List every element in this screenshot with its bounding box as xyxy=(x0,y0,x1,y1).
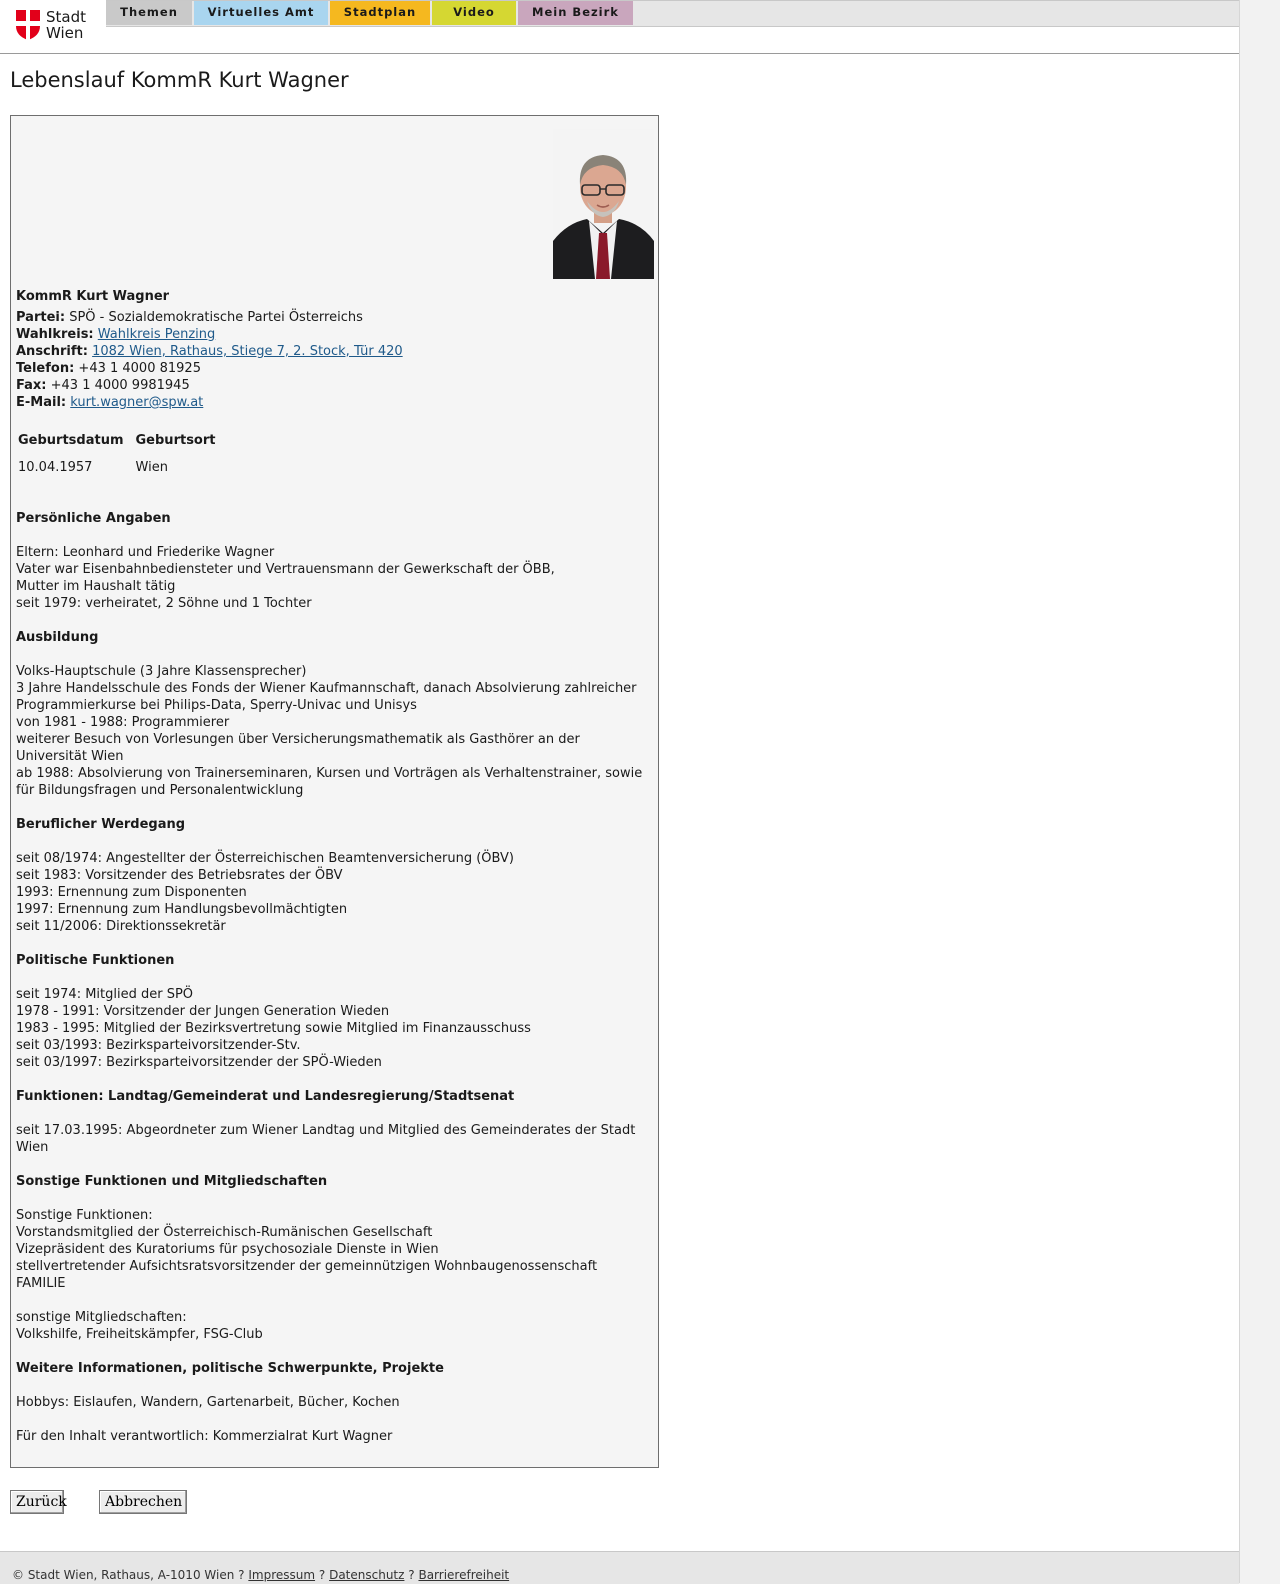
footer-copyright: © Stadt Wien, Rathaus, A-1010 Wien xyxy=(12,1568,235,1582)
stadt-wien-logo[interactable] xyxy=(14,8,104,44)
section-body-politische-funktionen: seit 1974: Mitglied der SPÖ 1978 - 1991: Vorsitzender der Jungen Generation Wieden 1983 - 1995: Mitglied der Bezirksvertretung sowie Mitglied im Finanzausschuss seit 03/1993: Bezirksparteivorsitzender-Stv. seit 03/1997: Bezirksparteivorsitzender der SPÖ-Wieden xyxy=(16,987,531,1070)
section-heading-sonstige-funktionen: Sonstige Funktionen und Mitgliedschaften xyxy=(16,1174,328,1189)
profile-name: KommR Kurt Wagner xyxy=(16,289,170,304)
nav-tab-virtuelles-amt[interactable]: Virtuelles Amt xyxy=(194,1,328,25)
email-label: E-Mail: xyxy=(16,395,67,410)
telefon-value: +43 1 4000 81925 xyxy=(78,361,201,376)
fax-label: Fax: xyxy=(16,378,47,393)
fax-row xyxy=(16,377,646,394)
section-heading-beruflicher-werdegang: Beruflicher Werdegang xyxy=(16,817,186,832)
nav-tab-video[interactable]: Video xyxy=(432,1,516,25)
footer-separator: ? xyxy=(318,1568,326,1582)
wahlkreis-row xyxy=(16,326,646,343)
anschrift-link[interactable]: 1082 Wien, Rathaus, Stiege 7, 2. Stock, Tür 420 xyxy=(92,344,403,359)
section-body-beruflicher-werdegang: seit 08/1974: Angestellter der Österreichischen Beamtenversicherung (ÖBV) seit 1983: Vorsitzender des Betriebsrates der ÖBV 1993: Ernennung zum Disponenten 1997: Ernennung zum Handlungsbevollmächtigten seit 11/2006: Direktionssekretär xyxy=(16,851,514,934)
birth-place-header: Geburtsort xyxy=(135,433,216,448)
section-body-ausbildung: Volks-Hauptschule (3 Jahre Klassensprecher) 3 Jahre Handelsschule des Fonds der Wiener Kaufmannschaft, danach Absolvierung zahlreicher Programmierkurse bei Philips-Data, Sperry-Univac und Unisys von 1981 - 1988: Programmierer weiterer Besuch von Vorlesungen über Versicherungsmathematik als Gasthörer an der Universität Wien ab 1988: Absolvierung von Trainerseminaren, Kursen und Vorträgen als Verhaltenstrainer, sowie für Bildungsfragen und Personalentwicklung xyxy=(16,664,643,798)
telefon-row xyxy=(16,360,646,377)
anschrift-label: Anschrift: xyxy=(16,344,88,359)
barrierefreiheit-link[interactable]: Barrierefreiheit xyxy=(418,1568,510,1582)
profile-box xyxy=(10,115,659,1468)
contact-block xyxy=(16,288,646,411)
logo-text-wien: Wien xyxy=(46,24,84,42)
birth-date-value: 10.04.1957 xyxy=(18,460,93,475)
anschrift-row xyxy=(16,343,646,360)
fax-value: +43 1 4000 9981945 xyxy=(50,378,190,393)
email-row xyxy=(16,394,646,411)
email-link[interactable]: kurt.wagner@spw.at xyxy=(70,395,204,410)
cancel-button[interactable]: Abbrechen xyxy=(99,1490,187,1514)
nav-tab-mein-bezirk[interactable]: Mein Bezirk xyxy=(518,1,633,25)
partei-value: SPÖ - Sozialdemokratische Partei Österreichs xyxy=(69,310,363,325)
site-footer xyxy=(0,1551,1239,1584)
page-title: Lebenslauf KommR Kurt Wagner xyxy=(10,68,349,92)
birth-date-header: Geburtsdatum xyxy=(18,433,124,448)
section-body-landtag-gemeinderat: seit 17.03.1995: Abgeordneter zum Wiener Landtag und Mitglied des Gemeinderates der Stadt Wien xyxy=(16,1123,636,1155)
footer-separator: ? xyxy=(408,1568,415,1582)
site-header xyxy=(0,0,1239,54)
wahlkreis-label: Wahlkreis: xyxy=(16,327,94,342)
nav-tab-themen[interactable]: Themen xyxy=(106,1,192,25)
telefon-label: Telefon: xyxy=(16,361,75,376)
section-heading-weitere-informationen: Weitere Informationen, politische Schwerpunkte, Projekte xyxy=(16,1361,444,1376)
section-heading-persoenliche-angaben: Persönliche Angaben xyxy=(16,511,171,526)
section-body-persoenliche-angaben: Eltern: Leonhard und Friederike Wagner Vater war Eisenbahnbediensteter und Vertrauensmann der Gewerkschaft der ÖBB, Mutter im Haushalt tätig seit 1979: verheiratet, 2 Söhne und 1 Tochter xyxy=(16,545,555,611)
wien-shield-icon xyxy=(16,10,40,40)
section-heading-politische-funktionen: Politische Funktionen xyxy=(16,953,175,968)
footer-text xyxy=(12,1568,509,1582)
section-body-weitere-informationen: Hobbys: Eislaufen, Wandern, Gartenarbeit, Bücher, Kochen Für den Inhalt verantwortlich: Kommerzialrat Kurt Wagner xyxy=(16,1395,400,1444)
birth-table xyxy=(16,431,225,477)
section-heading-ausbildung: Ausbildung xyxy=(16,630,99,645)
section-heading-landtag-gemeinderat: Funktionen: Landtag/Gemeinderat und Landesregierung/Stadtsenat xyxy=(16,1089,515,1104)
biography xyxy=(16,510,650,1462)
datenschutz-link[interactable]: Datenschutz xyxy=(329,1568,405,1582)
back-button[interactable]: Zurück xyxy=(10,1490,64,1514)
birth-place-value: Wien xyxy=(135,460,168,475)
section-body-sonstige-funktionen: Sonstige Funktionen: Vorstandsmitglied der Österreichisch-Rumänischen Gesellschaft Vizepräsident des Kuratoriums für psychosoziale Dienste in Wien stellvertretender Aufsichtsratsvorsitzender der gemeinnützigen Wohnbaugenossenschaft FAMILIE sonstige Mitgliedschaften: Volkshilfe, Freiheitskämpfer, FSG-Club xyxy=(16,1208,598,1342)
nav-tab-stadtplan[interactable]: Stadtplan xyxy=(330,1,430,25)
partei-row xyxy=(16,309,646,326)
partei-label: Partei: xyxy=(16,310,66,325)
portrait-photo xyxy=(553,129,654,279)
wahlkreis-link[interactable]: Wahlkreis Penzing xyxy=(97,327,216,342)
footer-separator: ? xyxy=(238,1568,245,1582)
logo-text-stadt: Stadt xyxy=(46,8,86,26)
impressum-link[interactable]: Impressum xyxy=(248,1568,316,1582)
